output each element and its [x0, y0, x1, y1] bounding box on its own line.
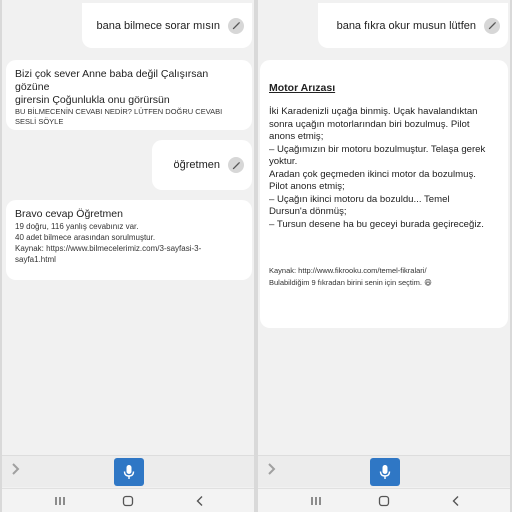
bot-result-card — [6, 200, 252, 280]
chevron-right-icon[interactable] — [11, 462, 21, 481]
right-screen — [258, 0, 510, 512]
chevron-right-icon[interactable] — [267, 462, 277, 481]
system-nav-bar — [258, 488, 510, 512]
microphone-button[interactable] — [114, 458, 144, 486]
user-message-text: öğretmen — [173, 159, 220, 171]
bot-joke-card — [260, 60, 508, 328]
joke-line: sonra uçağın motorlarından biri bozulmuş. Pilot — [269, 118, 470, 130]
result-title: Bravo cevap Öğretmen — [15, 208, 123, 220]
riddle-line-1: Bizi çok sever Anne baba değil Çalışırsan gözüne — [15, 68, 209, 93]
pencil-icon[interactable] — [228, 157, 244, 173]
bot-riddle-card — [6, 60, 252, 130]
home-icon[interactable] — [120, 493, 136, 509]
microphone-icon — [123, 464, 135, 480]
input-bar — [2, 455, 254, 487]
joke-line: anons etmiş; — [269, 131, 324, 142]
joke-line: yoktur. — [269, 156, 298, 167]
system-nav-bar — [2, 488, 254, 512]
joke-source: Kaynak: http://www.fikrooku.com/temel-fikralari/ — [269, 266, 427, 275]
left-screen — [2, 0, 254, 512]
joke-line: Dursun'a dönmüş; — [269, 206, 347, 217]
joke-body — [269, 106, 499, 231]
user-message-joke-request — [318, 3, 508, 48]
user-message-answer — [152, 140, 252, 190]
back-icon[interactable] — [448, 493, 464, 509]
home-icon[interactable] — [376, 493, 392, 509]
user-message-riddle-request — [82, 3, 252, 48]
user-message-text: bana bilmece sorar mısın — [96, 19, 220, 32]
joke-title: Motor Arızası — [269, 82, 336, 94]
joke-line: – Uçağımızın bir motoru bozulmuştur. Telaşa gerek — [269, 143, 486, 155]
joke-footer — [269, 265, 499, 289]
user-message-text: bana fıkra okur musun lütfen — [336, 19, 476, 32]
joke-note: Bulabildiğim 9 fıkradan birini senin için seçtim. 😄 — [269, 278, 432, 287]
joke-line: Aradan çok geçmeden ikinci motor da bozulmuş. — [269, 168, 476, 180]
pencil-icon[interactable] — [228, 18, 244, 34]
result-line-4: sayfa1.html — [15, 255, 56, 264]
result-line-2: 40 adet bilmece arasından sorulmuştur. — [15, 233, 156, 242]
input-bar — [258, 455, 510, 487]
microphone-button[interactable] — [370, 458, 400, 486]
joke-line: – Uçağın ikinci motoru da bozuldu... Temel — [269, 193, 450, 205]
result-line-1: 19 doğru, 116 yanlış cevabınız var. — [15, 222, 139, 231]
recent-apps-icon[interactable] — [52, 493, 68, 509]
recent-apps-icon[interactable] — [308, 493, 324, 509]
pencil-icon[interactable] — [484, 18, 500, 34]
joke-line: Pilot anons etmiş; — [269, 181, 345, 192]
joke-line: İki Karadenizli uçağa binmiş. Uçak havalandıktan — [269, 106, 478, 117]
riddle-instruction-2: SESLİ SÖYLE — [15, 117, 64, 126]
back-icon[interactable] — [192, 493, 208, 509]
joke-line: – Tursun desene ha bu geceyi burada geçireceğiz. — [269, 218, 484, 230]
riddle-line-2: girersin Çoğunlukla onu görürsün — [15, 94, 170, 106]
riddle-instruction-1: BU BİLMECENİN CEVABI NEDİR? LÜTFEN DOĞRU CEVABI — [15, 107, 223, 116]
result-line-3: Kaynak: https://www.bilmecelerimiz.com/3-sayfasi-3- — [15, 244, 202, 253]
microphone-icon — [379, 464, 391, 480]
